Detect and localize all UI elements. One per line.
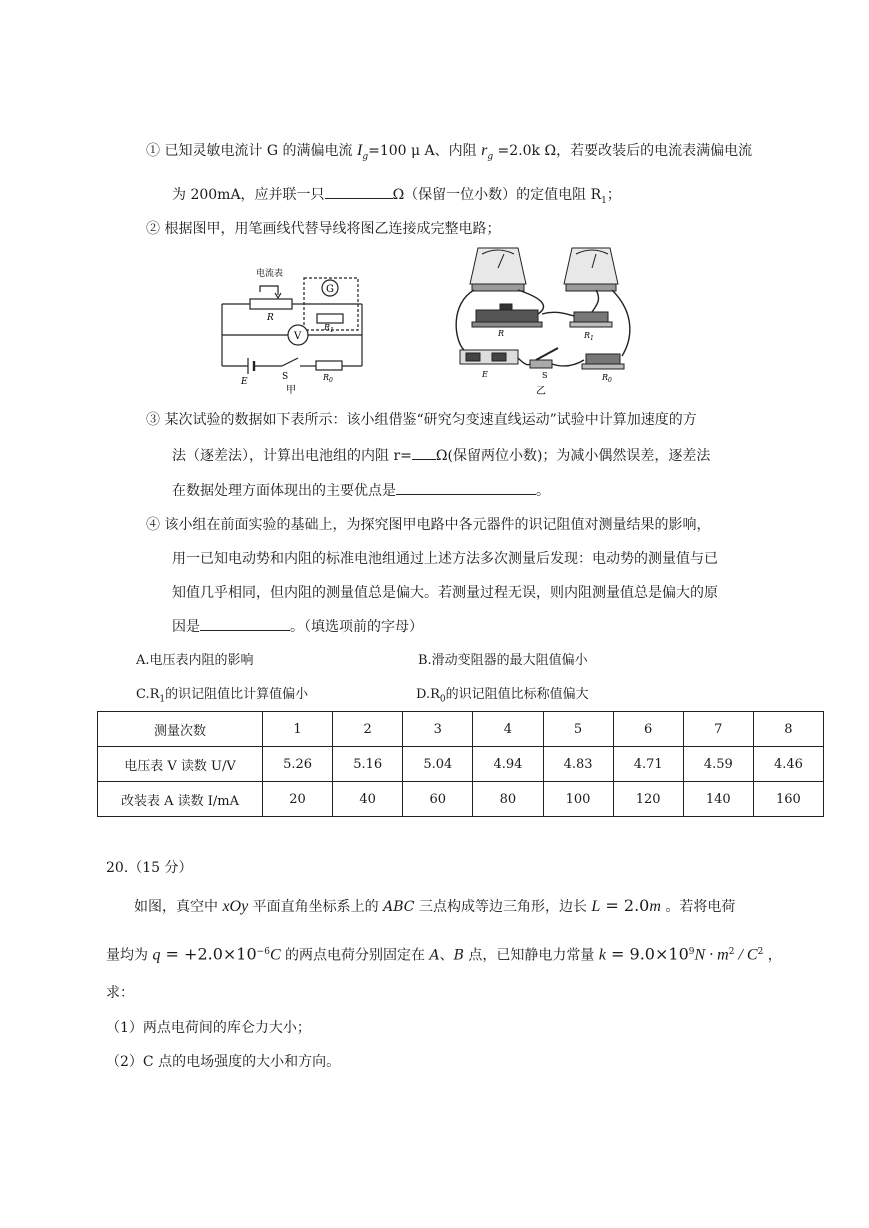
row-header: 改装表 A 读数 I/mA xyxy=(98,782,263,817)
table-cell: 5.26 xyxy=(263,747,333,782)
table-cell: 7 xyxy=(683,712,753,747)
item4-line1: ④ 该小组在前面实验的基础上，为探究图甲电路中各元器件的识记阻值对测量结果的影响， xyxy=(146,517,711,533)
switch-label: S xyxy=(542,371,548,380)
table-cell: 20 xyxy=(263,782,333,817)
battery-label: E xyxy=(241,377,248,387)
table-cell: 4.94 xyxy=(473,747,543,782)
table-row xyxy=(98,712,824,747)
option-d: $D.R_0$的识记阻值比标称值偏大 xyxy=(416,687,589,705)
measurement-table xyxy=(97,711,824,817)
rheostat-label: R xyxy=(498,329,505,338)
table-cell: 2 xyxy=(333,712,403,747)
table-cell: 6 xyxy=(613,712,683,747)
q20-ask: 求： xyxy=(106,985,134,1001)
item3-line1: ③ 某次试验的数据如下表所示：该小组借鉴“研究匀变速直线运动”试验中计算加速度的方 xyxy=(146,412,697,428)
option-b: B.滑动变阻器的最大阻值偏小 xyxy=(418,653,588,668)
item4-line2: 用一已知电动势和内阻的标准电池组通过上述方法多次测量后发现：电动势的测量值与已 xyxy=(172,551,718,567)
q20-paragraph-line1: 如图，真空中 xOy 平面直角坐标系上的 ABC 三点构成等边三角形，边长 L = 2.0m 。若将电荷 xyxy=(134,896,736,915)
q20-paragraph-line2: 量均为 $q = +2.0\times 10^{-6}C$ 的两点电荷分别固定在 A、B 点，已知静电力常量 $k = 9.0\times 10^9N \cdot m^2 / C^2$ ， xyxy=(106,944,782,964)
option-a: A.电压表内阻的影响 xyxy=(136,653,254,668)
item1-line2: 为 200mA，应并联一只 Ω（保留一位小数）的定值电阻 $R_1$； xyxy=(172,184,621,211)
table-row xyxy=(98,747,824,782)
item1-line1: ① 已知灵敏电流计 G 的满偏电流 $I_g=100$ μ A、内阻 $r_g =2.0k$ Ω，若要改装后的电流表满偏电流 xyxy=(146,142,753,162)
item1-marker: ① xyxy=(146,143,160,159)
figure-caption-jia: 甲 xyxy=(286,385,296,394)
item2-line: ② 根据图甲，用笔画线代替导线将图乙连接成完整电路； xyxy=(146,221,501,237)
r1-label: $R_1$ xyxy=(324,323,334,334)
row-header: 电压表 V 读数 U/V xyxy=(98,747,263,782)
table-cell: 100 xyxy=(543,782,613,817)
answer-blank-resistance[interactable] xyxy=(325,184,393,199)
r1-label: $R_1$ xyxy=(584,331,594,342)
table-cell: 140 xyxy=(683,782,753,817)
figure-caption-yi: 乙 xyxy=(536,386,546,396)
galvanometer-symbol: G xyxy=(326,284,334,295)
table-cell: 80 xyxy=(473,782,543,817)
answer-blank-advantage[interactable] xyxy=(396,480,536,495)
table-cell: 120 xyxy=(613,782,683,817)
item3-marker: ③ xyxy=(146,412,160,428)
table-cell: 4 xyxy=(473,712,543,747)
q20-heading: 20.（15 分） xyxy=(106,860,193,876)
q20-subquestion-2: （2）C 点的电场强度的大小和方向。 xyxy=(106,1054,341,1070)
item2-marker: ② xyxy=(146,221,160,237)
table-cell: 5 xyxy=(543,712,613,747)
table-cell: 5.16 xyxy=(333,747,403,782)
meter-label: 电流表 xyxy=(256,269,284,279)
answer-blank-choice[interactable] xyxy=(200,616,290,631)
table-cell: 3 xyxy=(403,712,473,747)
table-cell: 4.71 xyxy=(613,747,683,782)
table-cell: 4.46 xyxy=(753,747,823,782)
r0-label: $R_0$ xyxy=(323,373,333,384)
item4-line3: 知值几乎相同，但内阻的测量值总是偏大。若测量过程无误，则内阻测量值总是偏大的原 xyxy=(172,585,718,601)
table-cell: 40 xyxy=(333,782,403,817)
table-cell: 60 xyxy=(403,782,473,817)
apparatus-figure-yi xyxy=(446,244,646,396)
option-c: $C.R_1$的识记阻值比计算值偏小 xyxy=(136,687,309,705)
table-cell: 1 xyxy=(263,712,333,747)
table-cell: 5.04 xyxy=(403,747,473,782)
table-cell: 4.83 xyxy=(543,747,613,782)
voltmeter-symbol: V xyxy=(294,331,302,342)
q20-subquestion-1: （1）两点电荷间的库仑力大小； xyxy=(106,1020,311,1036)
table-row xyxy=(98,782,824,817)
circuit-diagram-jia xyxy=(212,262,372,394)
item4-marker: ④ xyxy=(146,517,160,533)
r0-label: $R_0$ xyxy=(602,373,612,384)
battery-label: E xyxy=(482,370,488,379)
item4-line4: 因是 。（填选项前的字母） xyxy=(172,616,423,637)
item3-line2: 法（逐差法），计算出电池组的内阻 r= Ω(保留两位小数)；为减小偶然误差，逐差法 xyxy=(172,445,710,466)
table-cell: 160 xyxy=(753,782,823,817)
table-cell: 4.59 xyxy=(683,747,753,782)
answer-blank-resistance-r[interactable] xyxy=(412,445,436,460)
switch-label: S xyxy=(282,372,289,382)
rheostat-label: R xyxy=(267,313,274,323)
table-cell: 8 xyxy=(753,712,823,747)
row-header: 测量次数 xyxy=(98,712,263,747)
item3-line3: 在数据处理方面体现出的主要优点是 。 xyxy=(172,480,550,501)
